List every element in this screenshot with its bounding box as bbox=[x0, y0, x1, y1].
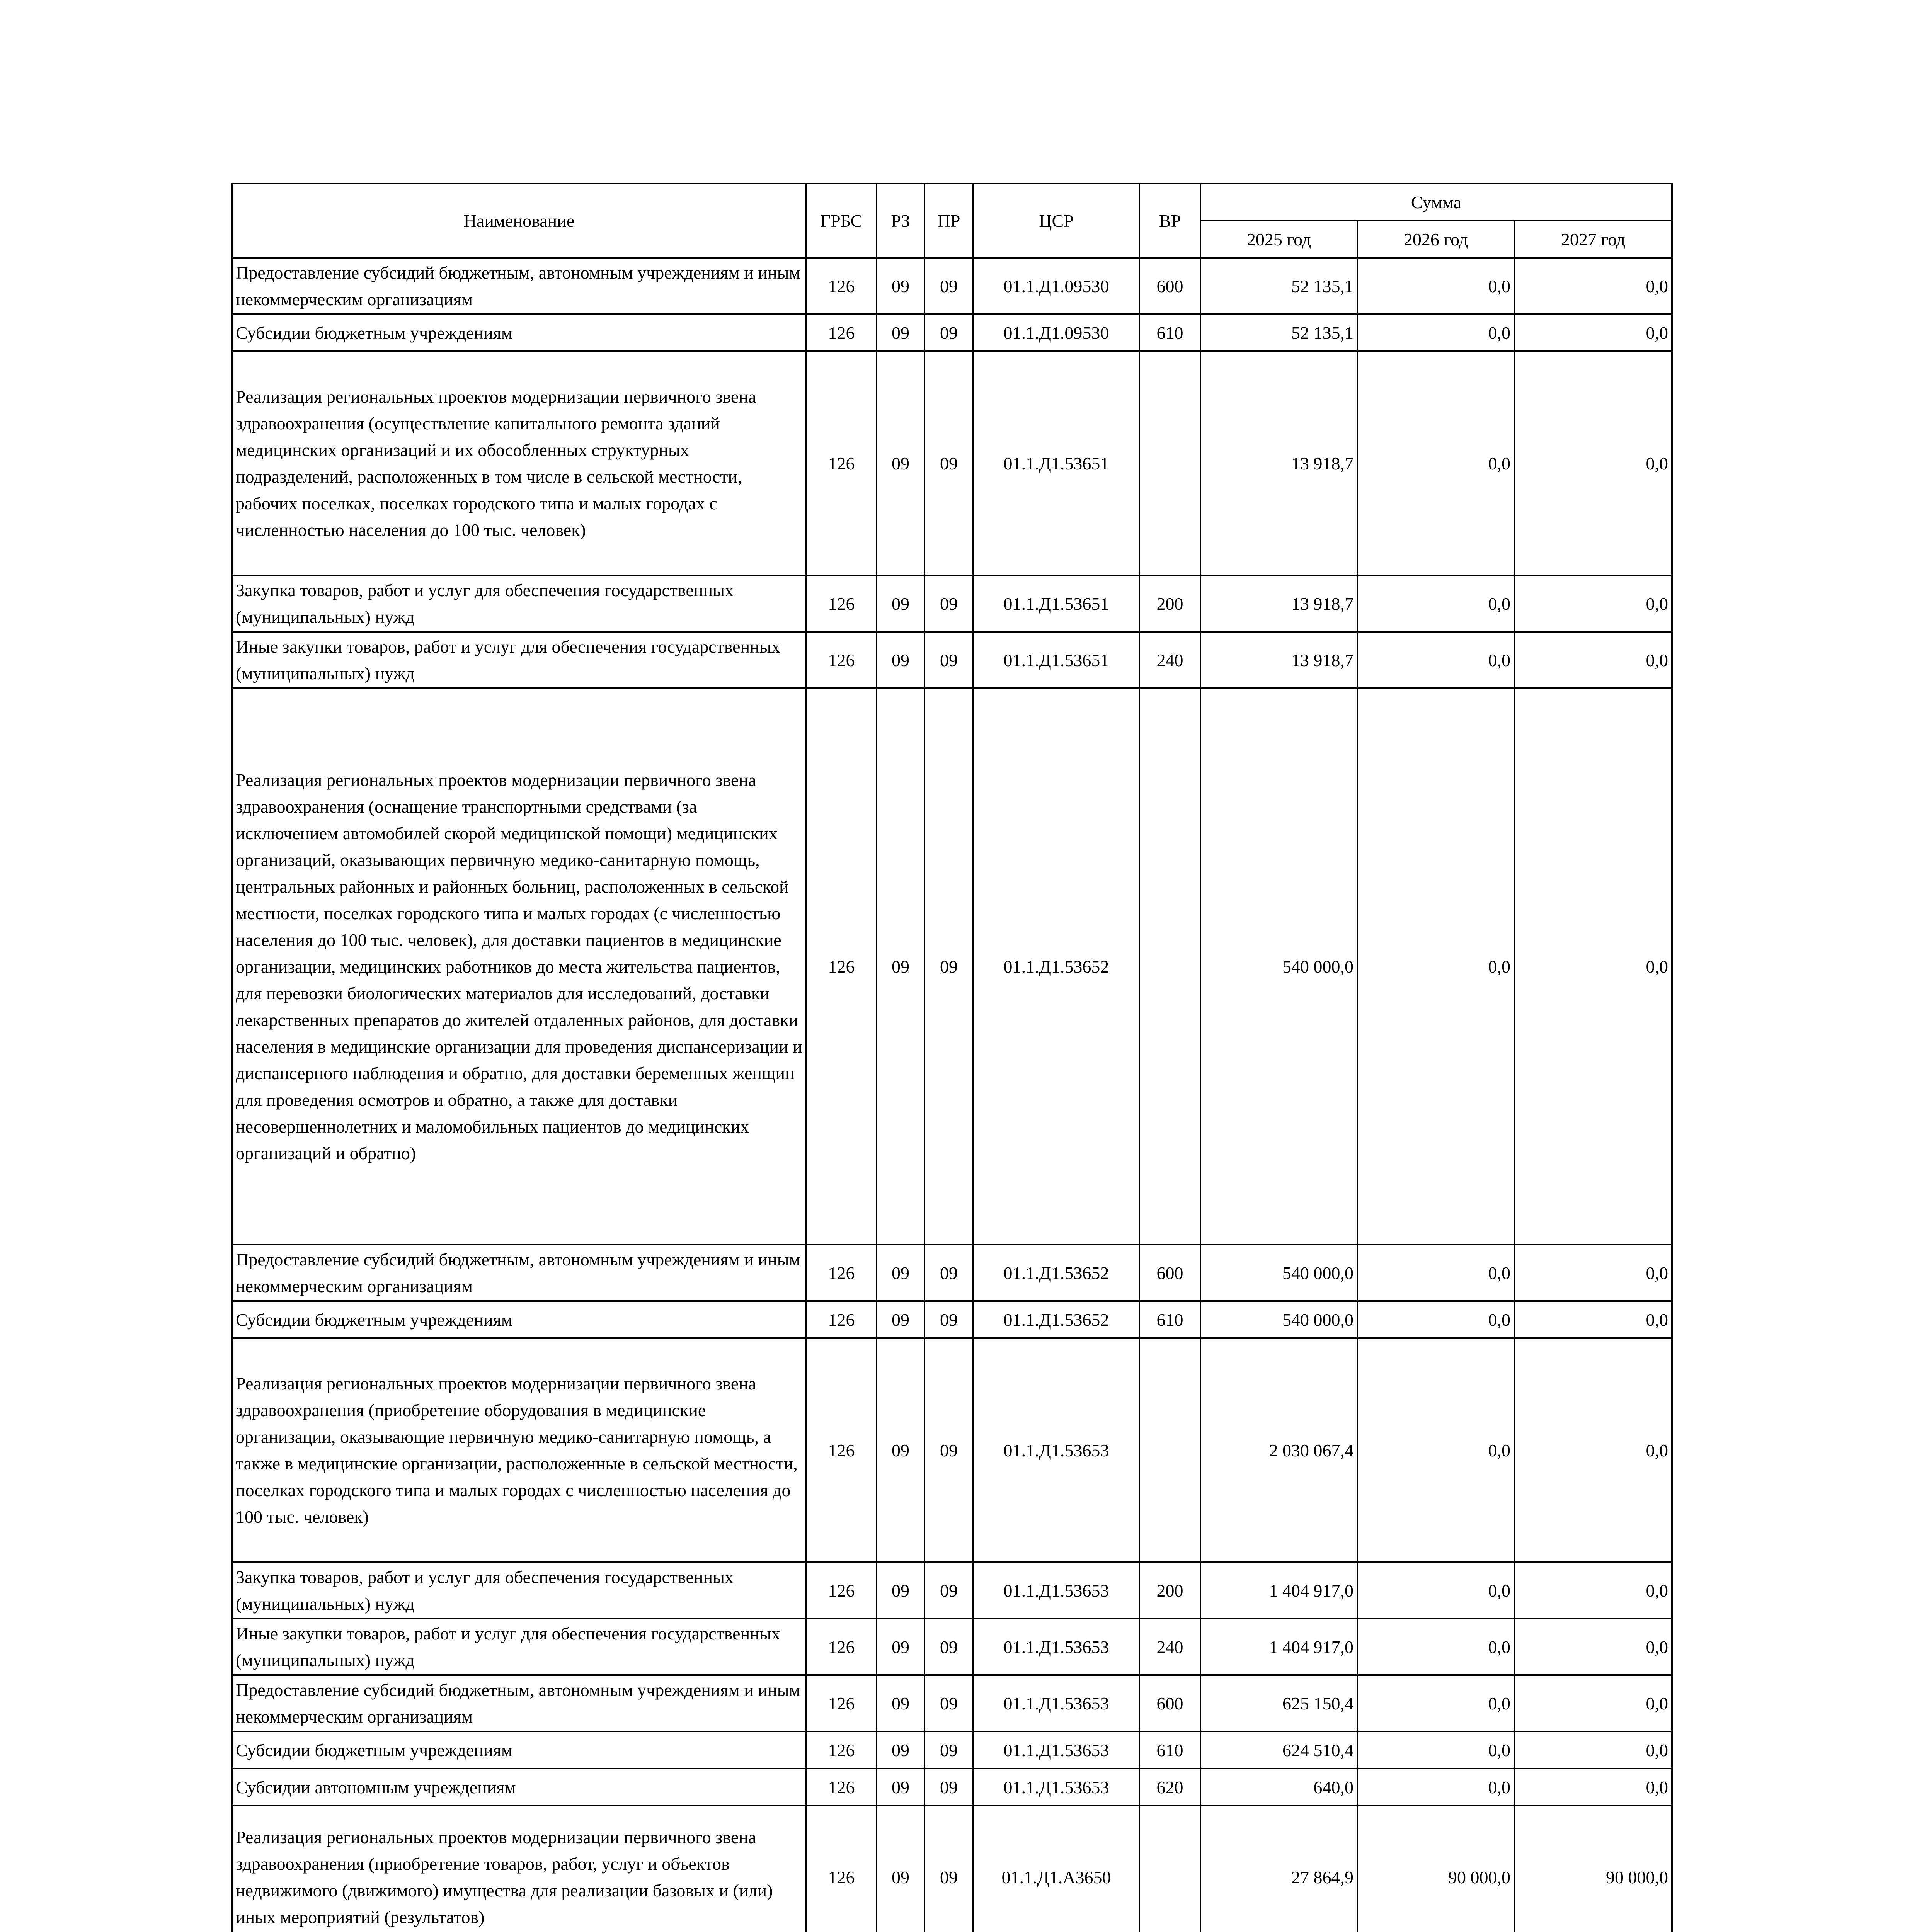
cell-csr: 01.1.Д1.53651 bbox=[973, 632, 1139, 688]
table-row bbox=[232, 1806, 1672, 1932]
cell-sum-2026: 0,0 bbox=[1357, 1301, 1514, 1338]
cell-sum-2026: 0,0 bbox=[1357, 575, 1514, 632]
cell-csr: 01.1.Д1.А3650 bbox=[973, 1806, 1139, 1932]
col-header-grbs: ГРБС bbox=[806, 184, 877, 258]
cell-sum-2025: 1 404 917,0 bbox=[1200, 1562, 1357, 1619]
col-header-sum: Сумма bbox=[1200, 184, 1672, 221]
cell-sum-2025: 640,0 bbox=[1200, 1769, 1357, 1806]
table-row bbox=[232, 258, 1672, 314]
cell-sum-2025: 540 000,0 bbox=[1200, 1245, 1357, 1301]
cell-sum-2025: 52 135,1 bbox=[1200, 314, 1357, 351]
cell-name: Предоставление субсидий бюджетным, автономным учреждениям и иным некоммерческим организациям bbox=[232, 1675, 806, 1731]
cell-sum-2026: 0,0 bbox=[1357, 688, 1514, 1245]
cell-grbs: 126 bbox=[806, 351, 877, 575]
cell-pr: 09 bbox=[924, 688, 973, 1245]
cell-sum-2027: 0,0 bbox=[1514, 688, 1672, 1245]
cell-sum-2027: 0,0 bbox=[1514, 1675, 1672, 1731]
cell-name: Субсидии бюджетным учреждениям bbox=[232, 314, 806, 351]
cell-csr: 01.1.Д1.09530 bbox=[973, 314, 1139, 351]
cell-sum-2026: 0,0 bbox=[1357, 1769, 1514, 1806]
cell-pr: 09 bbox=[924, 575, 973, 632]
cell-name: Субсидии автономным учреждениям bbox=[232, 1769, 806, 1806]
cell-csr: 01.1.Д1.53652 bbox=[973, 1245, 1139, 1301]
table-row bbox=[232, 1769, 1672, 1806]
cell-vr: 610 bbox=[1139, 314, 1200, 351]
cell-pr: 09 bbox=[924, 258, 973, 314]
cell-name: Предоставление субсидий бюджетным, автономным учреждениям и иным некоммерческим организациям bbox=[232, 258, 806, 314]
cell-vr: 200 bbox=[1139, 1562, 1200, 1619]
cell-grbs: 126 bbox=[806, 1338, 877, 1562]
col-header-rz: РЗ bbox=[877, 184, 924, 258]
cell-grbs: 126 bbox=[806, 1301, 877, 1338]
cell-pr: 09 bbox=[924, 1301, 973, 1338]
cell-grbs: 126 bbox=[806, 1245, 877, 1301]
cell-sum-2025: 1 404 917,0 bbox=[1200, 1619, 1357, 1675]
col-header-2025: 2025 год bbox=[1200, 221, 1357, 258]
cell-sum-2026: 90 000,0 bbox=[1357, 1806, 1514, 1932]
table-row bbox=[232, 688, 1672, 1245]
cell-name: Субсидии бюджетным учреждениям bbox=[232, 1731, 806, 1769]
cell-sum-2025: 13 918,7 bbox=[1200, 351, 1357, 575]
cell-csr: 01.1.Д1.09530 bbox=[973, 258, 1139, 314]
col-header-2027: 2027 год bbox=[1514, 221, 1672, 258]
cell-rz: 09 bbox=[877, 1806, 924, 1932]
cell-name: Предоставление субсидий бюджетным, автономным учреждениям и иным некоммерческим организациям bbox=[232, 1245, 806, 1301]
cell-name: Закупка товаров, работ и услуг для обеспечения государственных (муниципальных) нужд bbox=[232, 1562, 806, 1619]
cell-vr bbox=[1139, 1338, 1200, 1562]
table-row bbox=[232, 1675, 1672, 1731]
cell-rz: 09 bbox=[877, 575, 924, 632]
table-row bbox=[232, 1301, 1672, 1338]
cell-name: Реализация региональных проектов модернизации первичного звена здравоохранения (осуществление капитального ремонта зданий медицинских организаций и их обособленных структурных подразделений, расположенных в том числе в сельской местности, рабочих поселках, поселках городского типа и малых городах с численностью населения до 100 тыс. человек) bbox=[232, 351, 806, 575]
cell-name: Иные закупки товаров, работ и услуг для обеспечения государственных (муниципальных) нужд bbox=[232, 632, 806, 688]
cell-grbs: 126 bbox=[806, 632, 877, 688]
cell-sum-2027: 0,0 bbox=[1514, 314, 1672, 351]
cell-pr: 09 bbox=[924, 1562, 973, 1619]
cell-rz: 09 bbox=[877, 1338, 924, 1562]
cell-vr: 240 bbox=[1139, 1619, 1200, 1675]
cell-grbs: 126 bbox=[806, 258, 877, 314]
table-row bbox=[232, 351, 1672, 575]
cell-rz: 09 bbox=[877, 1731, 924, 1769]
cell-rz: 09 bbox=[877, 258, 924, 314]
cell-name: Реализация региональных проектов модернизации первичного звена здравоохранения (оснащение транспортными средствами (за исключением автомобилей скорой медицинской помощи) медицинских организаций, оказывающих первичную медико-санитарную помощь, центральных районных и районных больниц, расположенных в сельской местности, поселках городского типа и малых городах (с численностью населения до 100 тыс. человек), для доставки пациентов в медицинские организации, медицинских работников до места жительства пациентов, для перевозки биологических материалов для исследований, доставки лекарственных препаратов до жителей отдаленных районов, для доставки населения в медицинские организации для проведения диспансеризации и диспансерного наблюдения и обратно, для доставки беременных женщин для проведения осмотров и обратно, а также для доставки несовершеннолетних и маломобильных пациентов до медицинских организаций и обратно) bbox=[232, 688, 806, 1245]
cell-pr: 09 bbox=[924, 1675, 973, 1731]
cell-sum-2025: 2 030 067,4 bbox=[1200, 1338, 1357, 1562]
cell-pr: 09 bbox=[924, 1731, 973, 1769]
col-header-vr: ВР bbox=[1139, 184, 1200, 258]
cell-csr: 01.1.Д1.53652 bbox=[973, 688, 1139, 1245]
cell-grbs: 126 bbox=[806, 575, 877, 632]
cell-grbs: 126 bbox=[806, 314, 877, 351]
cell-grbs: 126 bbox=[806, 1769, 877, 1806]
cell-vr: 610 bbox=[1139, 1731, 1200, 1769]
cell-csr: 01.1.Д1.53653 bbox=[973, 1731, 1139, 1769]
cell-vr: 600 bbox=[1139, 1245, 1200, 1301]
cell-pr: 09 bbox=[924, 351, 973, 575]
cell-sum-2025: 52 135,1 bbox=[1200, 258, 1357, 314]
budget-table bbox=[231, 183, 1673, 1932]
cell-name: Субсидии бюджетным учреждениям bbox=[232, 1301, 806, 1338]
cell-csr: 01.1.Д1.53653 bbox=[973, 1338, 1139, 1562]
header-row-top bbox=[232, 184, 1672, 221]
cell-sum-2025: 27 864,9 bbox=[1200, 1806, 1357, 1932]
cell-sum-2026: 0,0 bbox=[1357, 1245, 1514, 1301]
cell-sum-2025: 13 918,7 bbox=[1200, 575, 1357, 632]
cell-grbs: 126 bbox=[806, 1619, 877, 1675]
cell-sum-2027: 0,0 bbox=[1514, 1769, 1672, 1806]
cell-csr: 01.1.Д1.53652 bbox=[973, 1301, 1139, 1338]
cell-rz: 09 bbox=[877, 1562, 924, 1619]
cell-sum-2027: 0,0 bbox=[1514, 632, 1672, 688]
col-header-pr: ПР bbox=[924, 184, 973, 258]
table-row bbox=[232, 1245, 1672, 1301]
cell-vr: 600 bbox=[1139, 258, 1200, 314]
cell-sum-2026: 0,0 bbox=[1357, 1731, 1514, 1769]
cell-rz: 09 bbox=[877, 688, 924, 1245]
cell-vr: 620 bbox=[1139, 1769, 1200, 1806]
cell-vr bbox=[1139, 1806, 1200, 1932]
cell-csr: 01.1.Д1.53651 bbox=[973, 575, 1139, 632]
cell-sum-2026: 0,0 bbox=[1357, 258, 1514, 314]
cell-csr: 01.1.Д1.53653 bbox=[973, 1619, 1139, 1675]
table-row bbox=[232, 1731, 1672, 1769]
cell-name: Закупка товаров, работ и услуг для обеспечения государственных (муниципальных) нужд bbox=[232, 575, 806, 632]
table-body bbox=[232, 258, 1672, 1932]
table-row bbox=[232, 1562, 1672, 1619]
cell-vr bbox=[1139, 688, 1200, 1245]
cell-sum-2027: 0,0 bbox=[1514, 351, 1672, 575]
table-row bbox=[232, 575, 1672, 632]
table-row bbox=[232, 1338, 1672, 1562]
col-header-name: Наименование bbox=[232, 184, 806, 258]
cell-name: Реализация региональных проектов модернизации первичного звена здравоохранения (приобретение товаров, работ, услуг и объектов недвижимого (движимого) имущества для реализации базовых и (или) иных мероприятий (результатов) bbox=[232, 1806, 806, 1932]
table-row bbox=[232, 1619, 1672, 1675]
cell-vr: 600 bbox=[1139, 1675, 1200, 1731]
cell-sum-2026: 0,0 bbox=[1357, 632, 1514, 688]
cell-rz: 09 bbox=[877, 1619, 924, 1675]
cell-sum-2025: 625 150,4 bbox=[1200, 1675, 1357, 1731]
cell-grbs: 126 bbox=[806, 688, 877, 1245]
cell-pr: 09 bbox=[924, 1619, 973, 1675]
cell-vr: 200 bbox=[1139, 575, 1200, 632]
cell-vr: 610 bbox=[1139, 1301, 1200, 1338]
cell-sum-2027: 0,0 bbox=[1514, 258, 1672, 314]
cell-grbs: 126 bbox=[806, 1675, 877, 1731]
cell-csr: 01.1.Д1.53653 bbox=[973, 1675, 1139, 1731]
cell-csr: 01.1.Д1.53653 bbox=[973, 1562, 1139, 1619]
cell-rz: 09 bbox=[877, 632, 924, 688]
cell-rz: 09 bbox=[877, 314, 924, 351]
cell-sum-2027: 0,0 bbox=[1514, 1619, 1672, 1675]
cell-rz: 09 bbox=[877, 1769, 924, 1806]
cell-name: Реализация региональных проектов модернизации первичного звена здравоохранения (приобретение оборудования в медицинские организации, оказывающие первичную медико-санитарную помощь, а также в медицинские организации, расположенные в сельской местности, поселках городского типа и малых городах с численностью населения до 100 тыс. человек) bbox=[232, 1338, 806, 1562]
cell-vr: 240 bbox=[1139, 632, 1200, 688]
cell-sum-2026: 0,0 bbox=[1357, 1675, 1514, 1731]
cell-sum-2026: 0,0 bbox=[1357, 1619, 1514, 1675]
cell-sum-2025: 540 000,0 bbox=[1200, 1301, 1357, 1338]
cell-sum-2026: 0,0 bbox=[1357, 1562, 1514, 1619]
cell-pr: 09 bbox=[924, 1806, 973, 1932]
cell-sum-2027: 90 000,0 bbox=[1514, 1806, 1672, 1932]
cell-sum-2025: 624 510,4 bbox=[1200, 1731, 1357, 1769]
cell-sum-2027: 0,0 bbox=[1514, 1731, 1672, 1769]
cell-csr: 01.1.Д1.53651 bbox=[973, 351, 1139, 575]
cell-csr: 01.1.Д1.53653 bbox=[973, 1769, 1139, 1806]
cell-rz: 09 bbox=[877, 1301, 924, 1338]
cell-vr bbox=[1139, 351, 1200, 575]
col-header-csr: ЦСР bbox=[973, 184, 1139, 258]
cell-sum-2027: 0,0 bbox=[1514, 1245, 1672, 1301]
cell-rz: 09 bbox=[877, 1675, 924, 1731]
cell-name: Иные закупки товаров, работ и услуг для обеспечения государственных (муниципальных) нужд bbox=[232, 1619, 806, 1675]
cell-rz: 09 bbox=[877, 1245, 924, 1301]
col-header-2026: 2026 год bbox=[1357, 221, 1514, 258]
cell-sum-2025: 13 918,7 bbox=[1200, 632, 1357, 688]
cell-sum-2027: 0,0 bbox=[1514, 575, 1672, 632]
cell-pr: 09 bbox=[924, 1245, 973, 1301]
cell-sum-2027: 0,0 bbox=[1514, 1338, 1672, 1562]
table-row bbox=[232, 632, 1672, 688]
cell-pr: 09 bbox=[924, 632, 973, 688]
cell-sum-2027: 0,0 bbox=[1514, 1562, 1672, 1619]
table-row bbox=[232, 314, 1672, 351]
cell-sum-2026: 0,0 bbox=[1357, 314, 1514, 351]
cell-sum-2026: 0,0 bbox=[1357, 351, 1514, 575]
cell-grbs: 126 bbox=[806, 1562, 877, 1619]
cell-sum-2025: 540 000,0 bbox=[1200, 688, 1357, 1245]
cell-sum-2026: 0,0 bbox=[1357, 1338, 1514, 1562]
cell-pr: 09 bbox=[924, 1338, 973, 1562]
cell-rz: 09 bbox=[877, 351, 924, 575]
cell-pr: 09 bbox=[924, 314, 973, 351]
cell-sum-2027: 0,0 bbox=[1514, 1301, 1672, 1338]
cell-pr: 09 bbox=[924, 1769, 973, 1806]
cell-grbs: 126 bbox=[806, 1731, 877, 1769]
cell-grbs: 126 bbox=[806, 1806, 877, 1932]
